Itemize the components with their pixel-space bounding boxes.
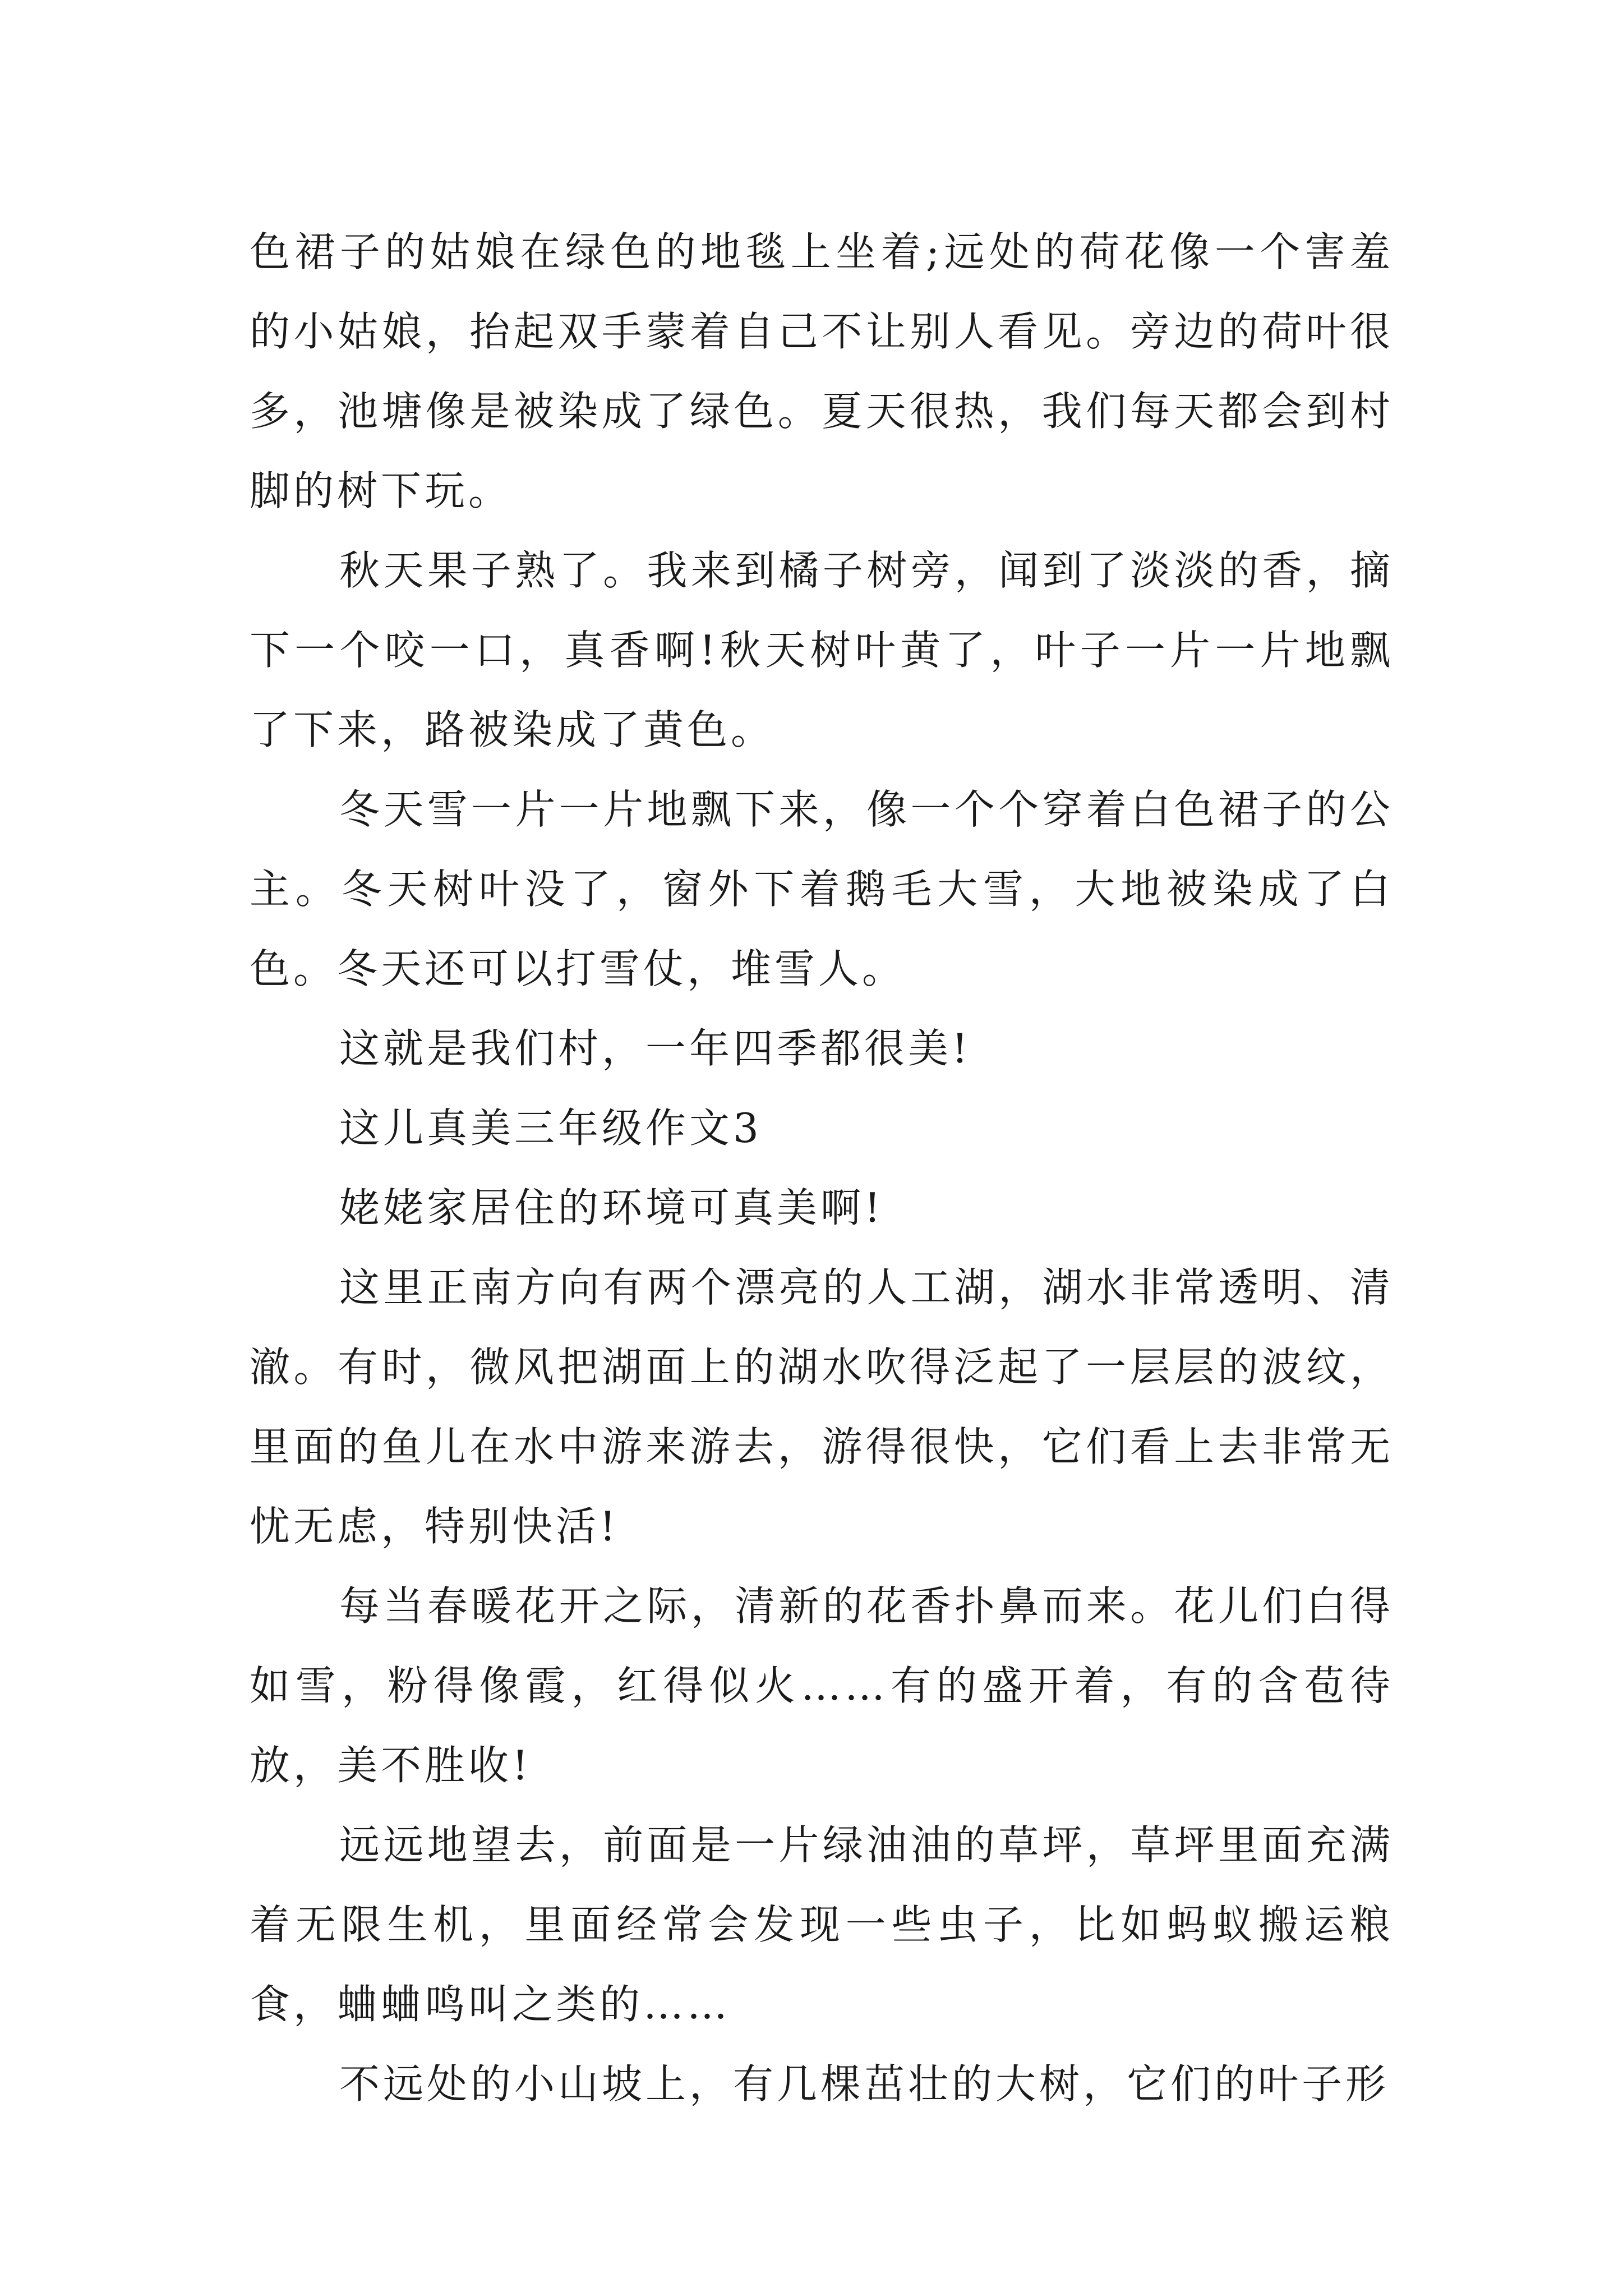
paragraph-intro: 姥姥家居住的环境可真美啊! xyxy=(339,1184,884,1231)
paragraph-flowers: 每当春暖花开之际，清新的花香扑鼻而来。花儿们白得如雪，粉得像霞，红得似火……有的盛开着，有的含苞待放，美不胜收! xyxy=(250,1582,1394,1789)
paragraph-hillside: 不远处的小山坡上，有几棵茁壮的大树，它们的叶子形 xyxy=(339,2060,1390,2108)
paragraph-lawn: 远远地望去，前面是一片绿油油的草坪，草坪里面充满着无限生机，里面经常会发现一些虫子，比如蚂蚁搬运粮食，蛐蛐鸣叫之类的…… xyxy=(250,1821,1394,2028)
paragraph-summer-end: 色裙子的姑娘在绿色的地毯上坐着;远处的荷花像一个害羞的小姑娘，抬起双手蒙着自己不让别人看见。旁边的荷叶很多，池塘像是被染成了绿色。夏天很热，我们每天都会到村脚的树下玩。 xyxy=(250,228,1394,514)
paragraph-winter: 冬天雪一片一片地飘下来，像一个个穿着白色裙子的公主。冬天树叶没了，窗外下着鹅毛大雪，大地被染成了白色。冬天还可以打雪仗，堆雪人。 xyxy=(250,786,1394,992)
paragraph-lake: 这里正南方向有两个漂亮的人工湖，湖水非常透明、清澈。有时，微风把湖面上的湖水吹得泛起了一层层的波纹，里面的鱼儿在水中游来游去，游得很快，它们看上去非常无忧无虑，特别快活! xyxy=(250,1264,1394,1550)
document-body xyxy=(250,212,1394,2124)
essay-heading: 这儿真美三年级作文3 xyxy=(339,1105,762,1152)
paragraph-village-conclusion: 这就是我们村，一年四季都很美! xyxy=(339,1025,971,1072)
paragraph-autumn: 秋天果子熟了。我来到橘子树旁，闻到了淡淡的香，摘下一个咬一口，真香啊!秋天树叶黄了，叶子一片一片地飘了下来，路被染成了黄色。 xyxy=(250,547,1394,753)
